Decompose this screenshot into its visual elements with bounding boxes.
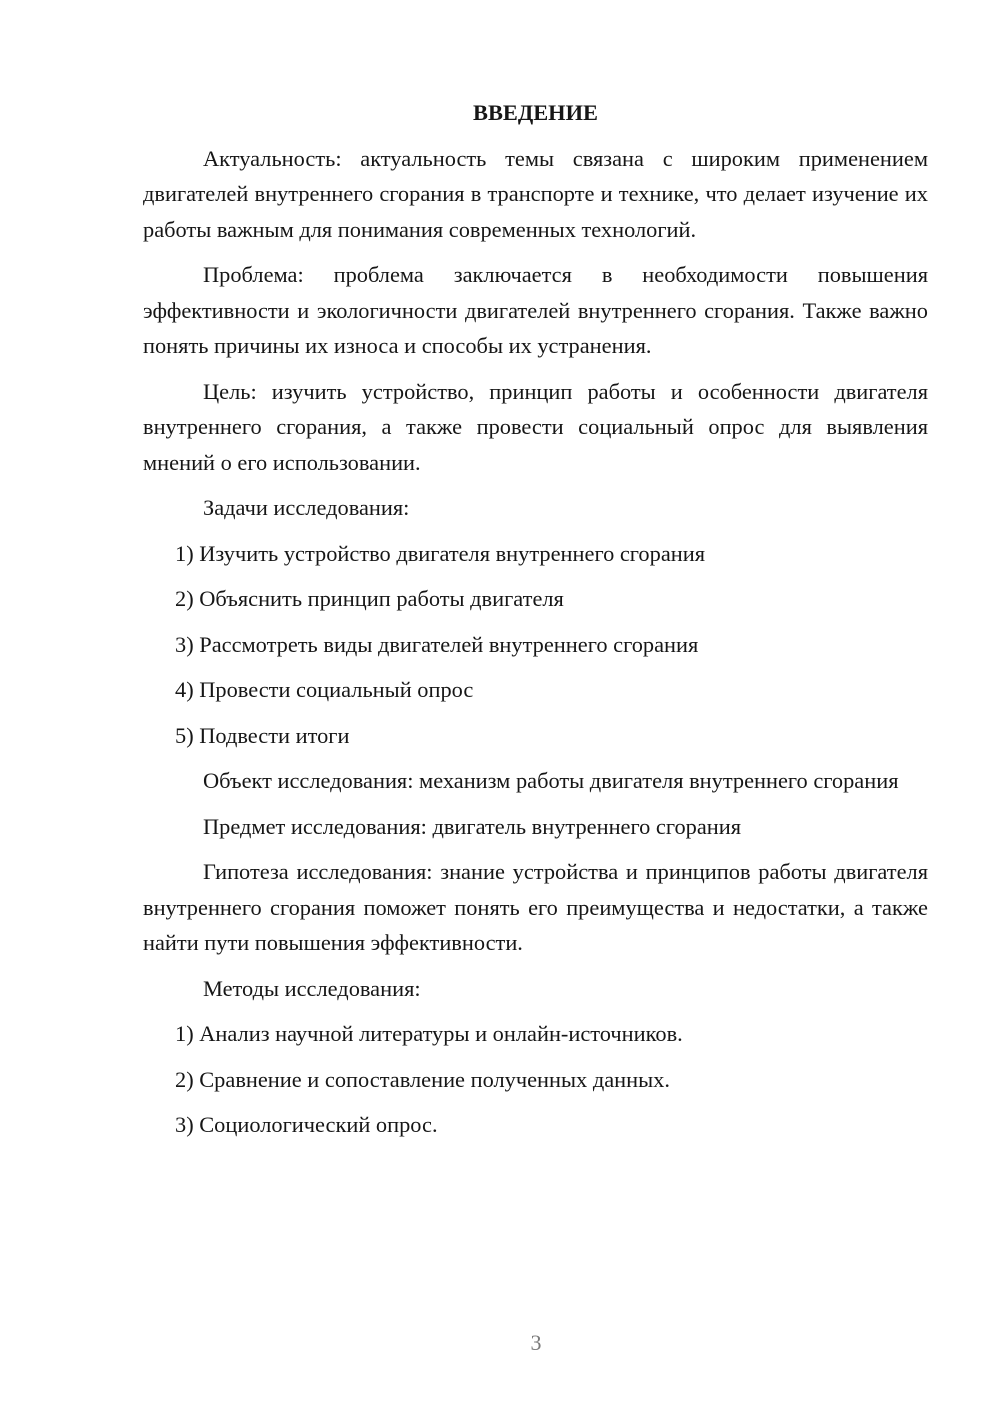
- relevance-paragraph: Актуальность: актуальность темы связана с широким применением двигателей внутреннего сгорания в транспорте и технике, что делает изучение их работы важным для понимания современных технологий.: [143, 145, 928, 242]
- hypothesis-paragraph: Гипотеза исследования: знание устройства и принципов работы двигателя внутреннего сгорания поможет понять его преимущества и недостатки, а также найти пути повышения эффективности.: [143, 859, 928, 955]
- problem-paragraph: Проблема: проблема заключается в необходимости повышения эффективности и экологичности двигателей внутреннего сгорания. Также важно понять причины их износа и способы их устранения.: [143, 262, 928, 358]
- tasks-list: [143, 536, 928, 754]
- list-item: 5) Подвести итоги: [175, 722, 350, 748]
- goal-paragraph: Цель: изучить устройство, принцип работы и особенности двигателя внутреннего сгорания, а также провести социальный опрос для выявления мнений о его использовании.: [143, 378, 928, 475]
- list-item: 2) Объяснить принцип работы двигателя: [175, 586, 564, 611]
- list-item: 1) Анализ научной литературы и онлайн-источников.: [175, 1021, 683, 1046]
- methods-list: [143, 1016, 928, 1143]
- methods-heading: Методы исследования:: [203, 975, 421, 1001]
- tasks-heading: Задачи исследования:: [203, 495, 410, 520]
- object-paragraph: Объект исследования: механизм работы двигателя внутреннего сгорания: [203, 768, 899, 793]
- document-body: [143, 95, 928, 1153]
- list-item: 1) Изучить устройство двигателя внутреннего сгорания: [175, 540, 706, 566]
- list-item: 4) Провести социальный опрос: [175, 677, 474, 702]
- section-title: ВВЕДЕНИЕ: [473, 100, 598, 125]
- list-item: 3) Рассмотреть виды двигателей внутреннего сгорания: [175, 631, 699, 657]
- list-item: 2) Сравнение и сопоставление полученных данных.: [175, 1066, 670, 1092]
- page-number: 3: [530, 1330, 542, 1355]
- subject-paragraph: Предмет исследования: двигатель внутреннего сгорания: [203, 813, 742, 839]
- list-item: 3) Социологический опрос.: [175, 1112, 438, 1137]
